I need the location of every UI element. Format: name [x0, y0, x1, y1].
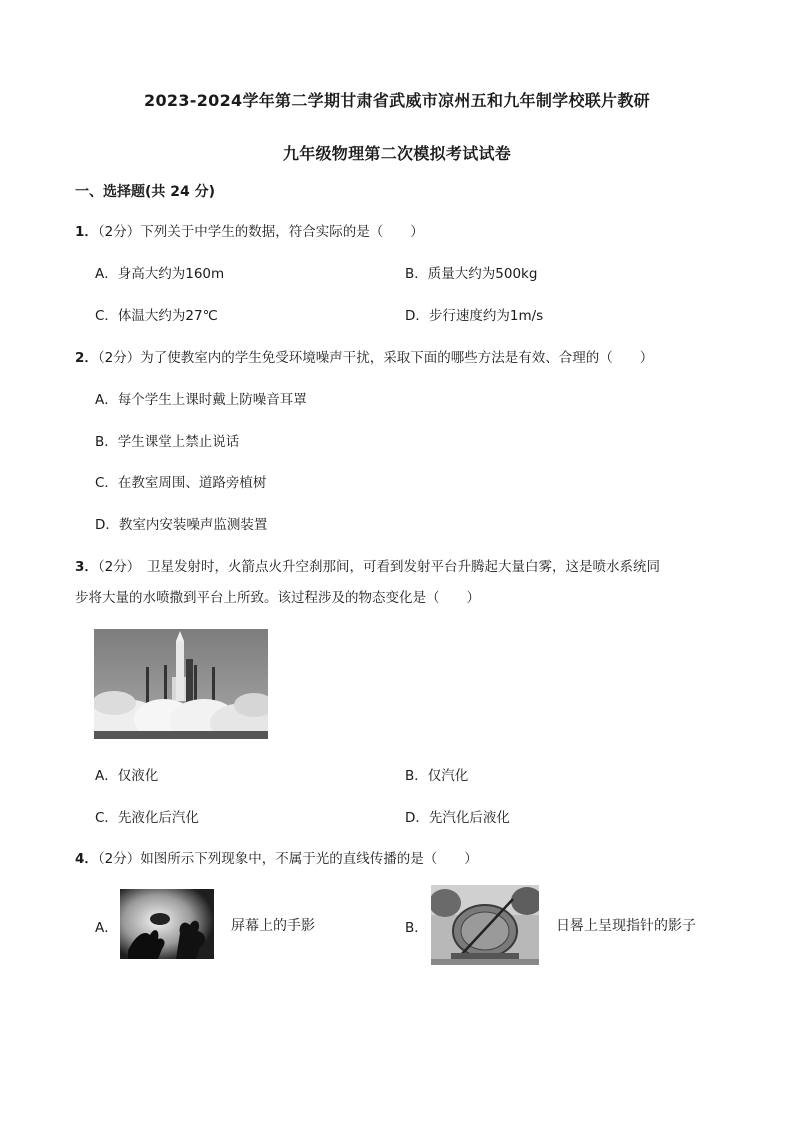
hand-shadow-photo: [120, 889, 214, 959]
q1-option-d: D．步行速度约为1m/s: [405, 308, 544, 324]
sundial-photo: [431, 885, 539, 965]
exam-title-line2: 九年级物理第二次模拟考试试卷: [282, 144, 512, 163]
question-text: （2分）如图所示下列现象中，不属于光的直线传播的是（ ）: [97, 851, 478, 867]
sundial-icon: [431, 885, 539, 965]
q2-option-b: B．学生课堂上禁止说话: [95, 434, 240, 450]
question-1: [75, 220, 424, 240]
rocket-launch-icon: [94, 629, 268, 739]
question-4: [75, 847, 478, 867]
q3-option-c: C．先液化后汽化: [95, 810, 199, 826]
question-3: [75, 555, 660, 575]
question-text: （2分）为了使教室内的学生免受环境噪声干扰，采取下面的哪些方法是有效、合理的（ ）: [97, 350, 654, 366]
question-3-line2: 步将大量的水喷撒到平台上所致。该过程涉及的物态变化是（ ）: [75, 590, 480, 606]
q1-option-c: C．体温大约为27℃: [95, 308, 218, 324]
hand-shadow-icon: [120, 889, 214, 959]
question-text: （2分）下列关于中学生的数据，符合实际的是（ ）: [97, 224, 424, 240]
exam-title-line1: 2023-2024学年第二学期甘肃省武威市凉州五和九年制学校联片教研: [144, 91, 650, 110]
question-number: 3．: [75, 559, 98, 575]
question-2: [75, 346, 653, 366]
q2-option-c: C．在教室周围、道路旁植树: [95, 475, 267, 491]
q3-option-a: A．仅液化: [95, 768, 159, 784]
question-number: 2．: [75, 350, 98, 366]
rocket-launch-photo: [94, 629, 268, 739]
question-number: 1．: [75, 224, 98, 240]
q2-option-a: A．每个学生上课时戴上防噪音耳罩: [95, 392, 307, 408]
question-number: 4．: [75, 851, 98, 867]
section-heading: 一、选择题(共 24 分): [75, 184, 216, 200]
q1-option-b: B．质量大约为500kg: [405, 266, 538, 282]
q4-option-a-letter: A．: [95, 920, 118, 936]
q4-option-b-caption: 日晷上呈现指针的影子: [556, 918, 696, 934]
q4-option-b-letter: B．: [405, 920, 428, 936]
q2-option-d: D．教室内安装噪声监测装置: [95, 517, 268, 533]
q3-option-d: D．先汽化后液化: [405, 810, 510, 826]
q3-option-b: B．仅汽化: [405, 768, 469, 784]
q1-option-a: A．身高大约为160m: [95, 266, 225, 282]
q4-option-a-caption: 屏幕上的手影: [231, 918, 315, 934]
question-text-line1: （2分） 卫星发射时，火箭点火升空刹那间，可看到发射平台升腾起大量白雾，这是喷水系统同: [97, 559, 660, 575]
